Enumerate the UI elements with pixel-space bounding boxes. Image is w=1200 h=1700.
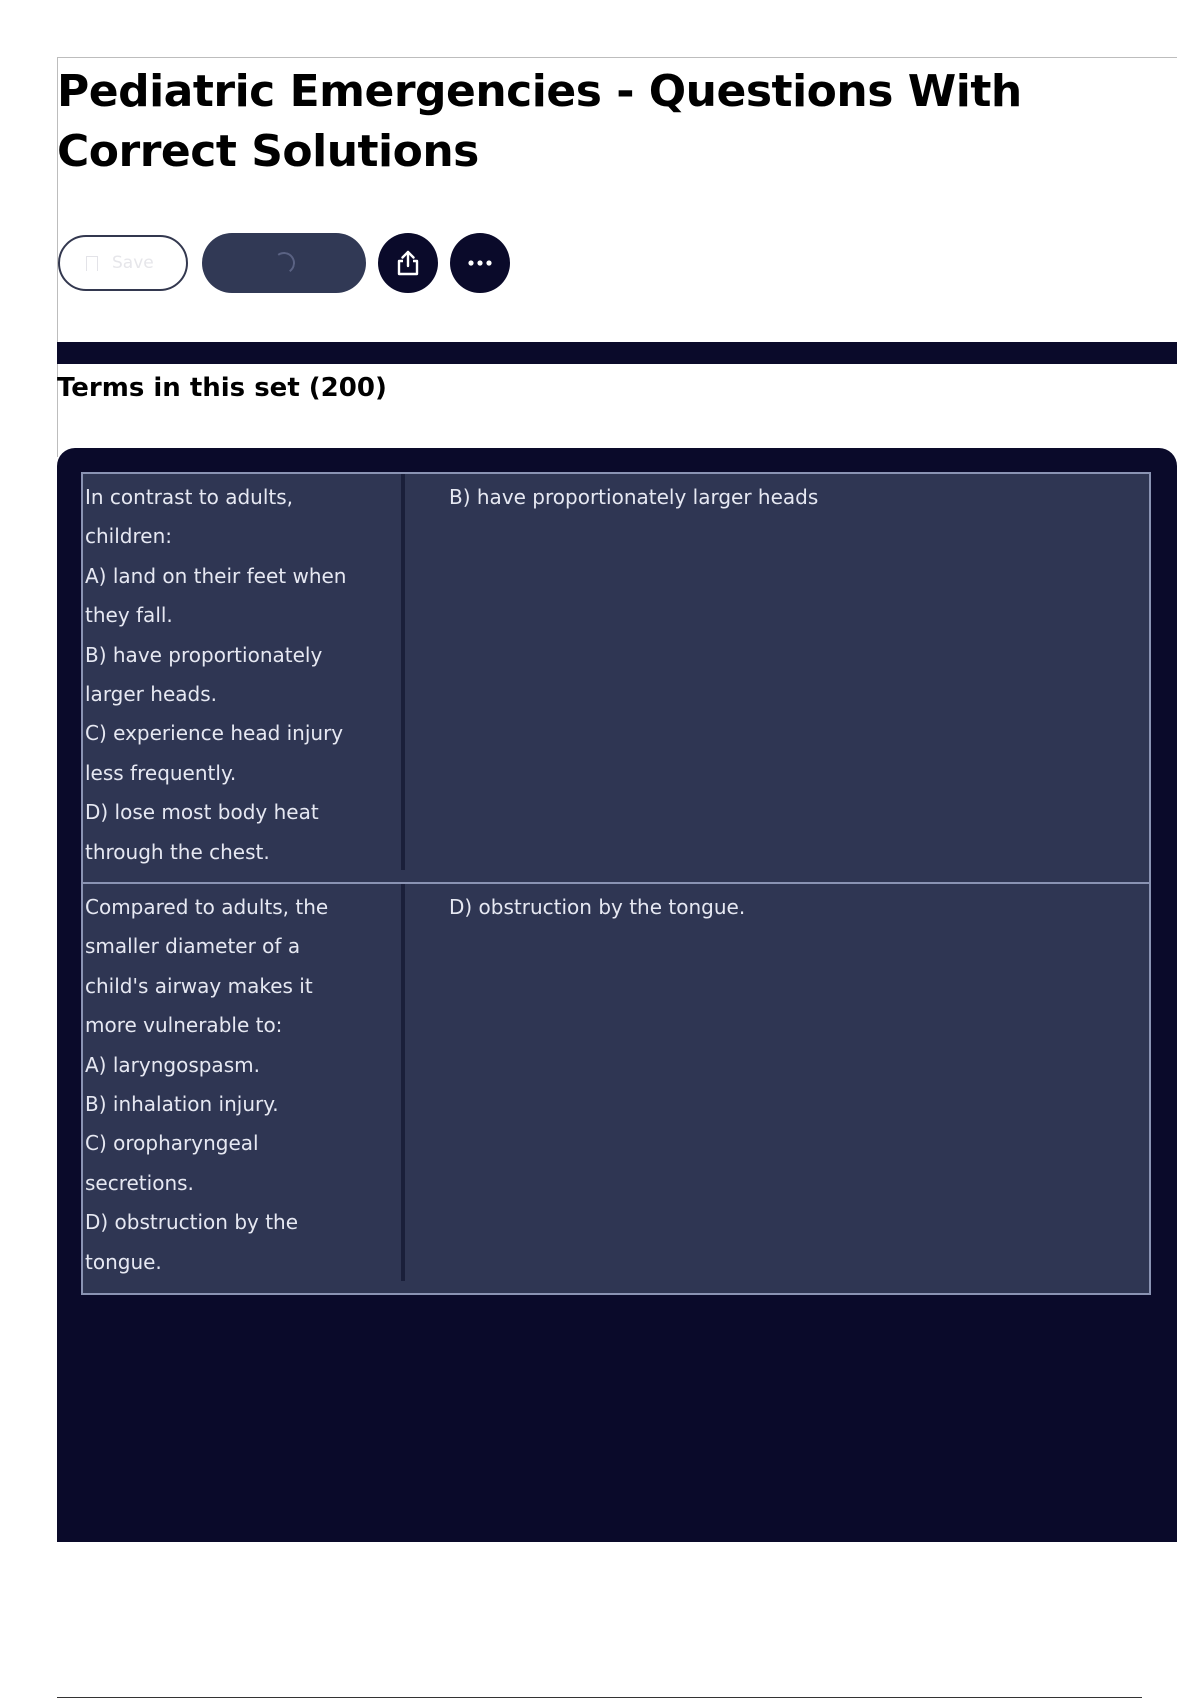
term-line: tongue. <box>85 1249 162 1274</box>
study-button[interactable] <box>202 233 366 293</box>
term-line: secretions. <box>85 1170 194 1195</box>
section-divider-band <box>57 342 1177 364</box>
term-row <box>81 472 1151 884</box>
more-options-button[interactable] <box>450 233 510 293</box>
more-icon <box>466 259 494 267</box>
definition-text: B) have proportionately larger heads <box>449 485 819 509</box>
term-line: more vulnerable to: <box>85 1013 283 1038</box>
term-row <box>81 884 1151 1295</box>
term-line: In contrast to adults, <box>85 485 294 509</box>
bottom-divider <box>57 1697 1142 1698</box>
save-button-label: Save <box>112 253 154 273</box>
term-line: A) land on their feet when <box>85 563 347 588</box>
definition-cell <box>403 474 1149 882</box>
term-line: smaller diameter of a <box>85 934 301 959</box>
term-line: through the chest. <box>85 839 270 864</box>
page-title: Pediatric Emergencies - Questions With Correct Solutions <box>57 66 1022 177</box>
term-line: D) lose most body heat <box>85 800 319 825</box>
term-line: child's airway makes it <box>85 973 313 998</box>
share-icon <box>395 249 421 277</box>
terms-panel <box>57 448 1177 1542</box>
term-line: B) have proportionately <box>85 642 323 667</box>
term-line: larger heads. <box>85 682 217 707</box>
term-line: children: <box>85 524 172 549</box>
action-toolbar <box>58 233 510 293</box>
term-line: they fall. <box>85 603 173 628</box>
term-line: less frequently. <box>85 760 237 785</box>
term-line: A) laryngospasm. <box>85 1052 260 1077</box>
term-table <box>81 472 1151 1295</box>
spinner-icon <box>271 250 296 275</box>
term-line: Compared to adults, the <box>85 895 329 919</box>
top-divider <box>57 57 1177 58</box>
term-cell <box>83 884 403 1293</box>
save-button[interactable] <box>58 235 188 291</box>
term-line: C) oropharyngeal <box>85 1131 259 1156</box>
term-cell <box>83 474 403 882</box>
definition-text: D) obstruction by the tongue. <box>449 895 746 919</box>
definition-cell <box>403 884 1149 1293</box>
term-line: C) experience head injury <box>85 721 344 746</box>
terms-heading: Terms in this set (200) <box>57 373 387 403</box>
term-line: D) obstruction by the <box>85 1210 299 1235</box>
term-line: B) inhalation injury. <box>85 1092 279 1117</box>
share-button[interactable] <box>378 233 438 293</box>
bookmark-icon <box>86 256 98 271</box>
